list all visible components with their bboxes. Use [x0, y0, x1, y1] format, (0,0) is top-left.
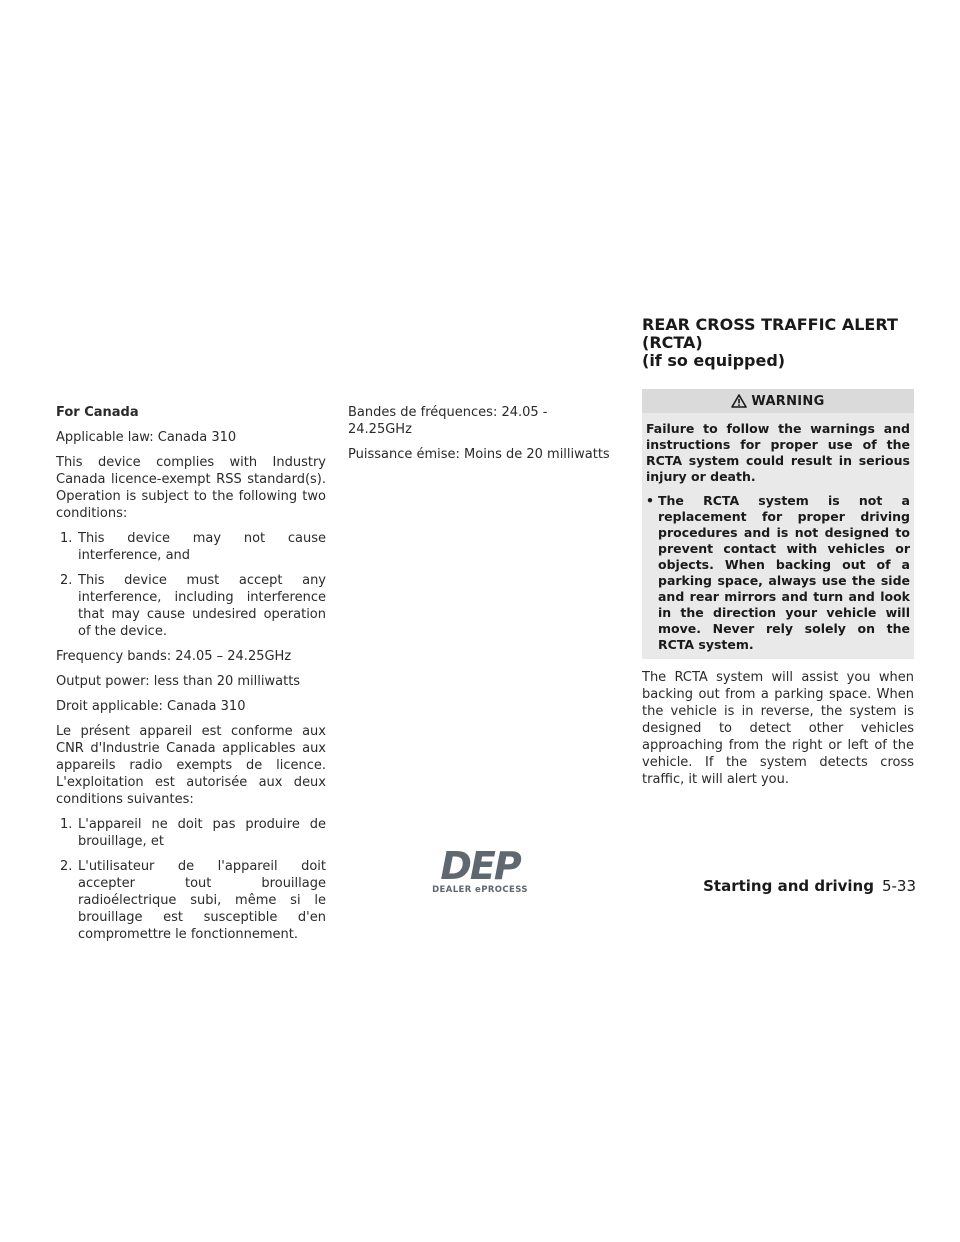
logo-tagline: DEALER ePROCESS [432, 885, 528, 895]
footer-section-name: Starting and driving [703, 877, 874, 895]
conformite-paragraph: Le présent appareil est conforme aux CNR d'Industrie Canada applicables aux appareils radio exempts de licence. L'exploitation est autorisée aux deux conditions suivantes: [56, 724, 326, 807]
logo-letters: DEP [440, 844, 520, 888]
warning-triangle-icon [731, 394, 747, 408]
warning-body [642, 413, 914, 653]
list-item: 2. L'utilisateur de l'appareil doit accepter tout brouillage radioélectrique subi, même si le brouillage est susceptible d'en compromettre le fonctionnement. [60, 859, 326, 942]
warning-label: WARNING [751, 393, 825, 409]
list-item: 1. This device may not cause interference, and [60, 531, 326, 563]
puissance-emise: Puissance émise: Moins de 20 milliwatts [348, 447, 610, 462]
bullet-icon: • [646, 493, 654, 508]
section-heading-canada: For Canada [56, 405, 139, 420]
conditions-list-en [56, 530, 326, 640]
warning-paragraph: Failure to follow the warnings and instructions for proper use of the RCTA system could result in serious injury or death. [646, 421, 910, 484]
output-power: Output power: less than 20 milliwatts [56, 674, 301, 689]
rcta-description: The RCTA system will assist you when backing out from a parking space. When the vehicle is in reverse, the system is designed to detect other vehicles approaching from the right or left of the vehicle. If the system detects cross traffic, it will alert you. [642, 670, 914, 787]
conditions-list-fr [56, 816, 326, 943]
right-column [642, 316, 914, 796]
list-item: • The RCTA system is not a replacement for proper driving procedures and is not designed to prevent contact with vehicles or objects. When backing out of a parking space, always use the side and rear mirrors and turn and look in the direction your vehicle will move. Never rely solely on the RCTA system. [646, 493, 910, 652]
page-number: 5-33 [881, 877, 916, 895]
left-column [56, 404, 326, 951]
frequency-bands: Frequency bands: 24.05 – 24.25GHz [56, 649, 292, 664]
applicable-law: Applicable law: Canada 310 [56, 430, 237, 445]
rcta-section-title: REAR CROSS TRAFFIC ALERT (RCTA) (if so equipped) [642, 315, 898, 370]
warning-header [642, 389, 914, 413]
list-item: 2. This device must accept any interference, including interference that may cause undesired operation of the device. [60, 573, 326, 639]
droit-applicable: Droit applicable: Canada 310 [56, 699, 246, 714]
dealer-eprocess-logo [418, 843, 542, 895]
page-footer [703, 876, 916, 896]
middle-column [348, 404, 610, 471]
list-item: 1. L'appareil ne doit pas produire de brouillage, et [60, 817, 326, 849]
warning-list [646, 493, 910, 653]
compliance-paragraph: This device complies with Industry Canada licence-exempt RSS standard(s). Operation is subject to the following two conditions: [56, 455, 326, 521]
bandes-frequences: Bandes de fréquences: 24.05 - 24.25GHz [348, 405, 548, 437]
warning-box [642, 389, 914, 659]
